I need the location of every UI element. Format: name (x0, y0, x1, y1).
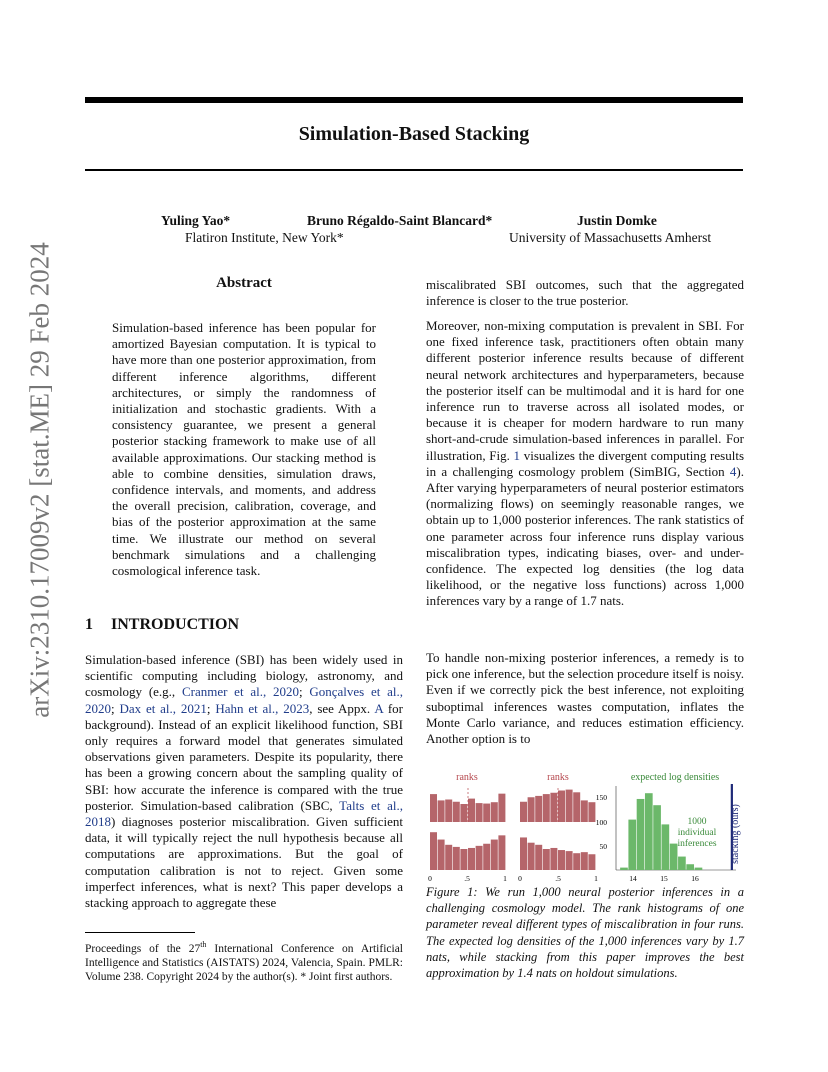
affiliation-1: Flatiron Institute, New York* (185, 230, 344, 245)
section-heading (85, 616, 239, 634)
rank-bar (573, 792, 580, 822)
right-paragraph-3: To handle non-mixing posterior inferences, a remedy is to pick one inference, but the selection procedure itself is noisy. Even if we correctly pick the best inference, not exploiting suboptimal inferences wastes computation, inflates the Monte Carlo variance, and reduces estimation efficiency. Another option is to (426, 650, 744, 747)
rank-bar (581, 852, 588, 870)
rank-title-2: ranks (547, 772, 569, 783)
y-tick: 100 (595, 818, 607, 827)
rank-bar (550, 793, 557, 822)
top-rule (85, 97, 743, 103)
rank-bar (430, 832, 437, 870)
x-tick: 1 (503, 874, 507, 882)
section-link[interactable]: 4 (729, 463, 737, 479)
rank-bar (460, 849, 467, 870)
log-density-bar (653, 805, 661, 870)
paper-title: Simulation-Based Stacking (298, 123, 530, 145)
abstract-heading: Abstract (216, 275, 272, 291)
rank-bar (483, 844, 490, 870)
author-2: Bruno Régaldo-Saint Blancard* (307, 213, 493, 228)
rank-bar (558, 850, 565, 870)
abstract-text: Simulation-based inference has been popular for amortized Bayesian computation. It is typical to have more than one posterior approximation, from different inference algorithms, different architectures, or simply the randomness of initialization and stochastic gradients. With a consistency guarantee, we present a general posterior stacking framework to make use of all available approximations. Our stacking method is able to combine densities, simulation draws, confidence intervals, and moments, and address the overall precision, calibration, coverage, and bias of the posterior approximation at the same time. We illustrate our method on several benchmark simulations and a challenging cosmological inference task. (112, 320, 376, 579)
rank-bar (528, 797, 535, 822)
affiliation-2: University of Massachusetts Amherst (509, 230, 712, 245)
rank-bar (438, 840, 445, 870)
x-tick: .5 (464, 874, 470, 882)
rank-bar (491, 840, 498, 870)
body-text: Moreover, non-mixing computation is prevalent in SBI. For one fixed inference task, practitioners often obtain many different posterior inference results because of different neural network architectures and hyperparameters, because the posterior itself can be multimodal and it is hard for one inference run to traverse across all isolated modes, or because it is cheaper for modern hardware to run many short-and-crude simulation-based inferences in parallel. For illustration, Fig. (426, 318, 744, 463)
section-number: 1 (85, 616, 93, 633)
rank-bar (491, 802, 498, 822)
arxiv-identifier: arXiv:2310.17009v2 [stat.ME] 29 Feb 2024 (24, 242, 55, 718)
rank-bar (558, 791, 565, 823)
author-3: Justin Domke (577, 213, 657, 228)
intro-text: ; (206, 700, 216, 716)
citation-link[interactable]: Talts et al., 2018 (85, 797, 403, 830)
body-text: visualizes the divergent computing results in a challenging cosmology problem (SimBIG, Section (426, 447, 745, 479)
log-density-bar (637, 799, 645, 870)
x-tick: 14 (629, 874, 637, 882)
rank-bar (566, 790, 573, 822)
rank-bar (453, 847, 460, 870)
stacking-label: stacking (ours) (730, 804, 741, 864)
rank-bar (543, 849, 550, 870)
rank-bar (588, 802, 595, 822)
rank-bar (520, 837, 527, 870)
intro-text: , see Appx. (309, 700, 375, 716)
figure-caption: Figure 1: We run 1,000 neural posterior inferences in a challenging cosmology model. The rank histograms of one parameter reveal different types of miscalibration in four runs. The expected log densities of the 1,000 inferences vary by 1.7 nats, while stacking from this paper improves the best approximation by 1.4 nats on holdout simulations. (426, 885, 744, 981)
right-paragraph-1: miscalibrated SBI outcomes, such that the aggregated inference is closer to the true posterior. (426, 277, 744, 309)
log-density-bar (686, 864, 694, 870)
y-tick: 150 (595, 793, 607, 802)
log-density-bar (628, 820, 636, 870)
rank-bar (528, 843, 535, 870)
rank-bar (438, 800, 445, 822)
rank-bar (430, 794, 437, 822)
rank-bar (498, 794, 505, 822)
annotation-line-1: 1000 (687, 817, 707, 827)
appendix-link[interactable]: A (374, 700, 383, 716)
rank-bar (468, 848, 475, 870)
citation-link[interactable]: Gonçalves et al., 2020 (85, 684, 403, 716)
log-density-bar (695, 868, 703, 870)
x-tick: 0 (428, 874, 432, 882)
rank-bar (535, 845, 542, 870)
intro-text: ; (298, 684, 310, 700)
annotation-line-2: individual (677, 828, 717, 838)
title-rule (85, 169, 743, 171)
right-paragraph-2 (426, 318, 744, 610)
rank-bar (520, 802, 527, 822)
rank-bar (460, 804, 467, 822)
log-density-bar (620, 868, 628, 870)
rank-bar (543, 794, 550, 822)
log-density-bar (678, 857, 686, 870)
figure-1 (420, 766, 744, 882)
footnote-text: Proceedings of the 27 (85, 942, 201, 955)
rank-bar (581, 800, 588, 822)
x-tick: 1 (594, 874, 598, 882)
citation-link[interactable]: Hahn et al., 2023 (215, 700, 310, 716)
annotation-line-3: inferences (677, 839, 717, 849)
rank-bar (588, 854, 595, 870)
rank-title-1: ranks (456, 772, 478, 783)
rank-bar (550, 848, 557, 870)
rank-bar (483, 804, 490, 822)
footnote-text: International Conference on Artificial Intelligence and Statistics (AISTATS) 2024, Valencia, Spain. PMLR: Volume 238. Copyright 2024 by the author(s). * Joint first authors. (85, 942, 404, 983)
intro-text: ; (111, 700, 120, 716)
log-density-bar (670, 844, 678, 870)
footnote-sup: th (200, 940, 207, 949)
citation-link[interactable]: Cranmer et al., 2020 (181, 684, 299, 700)
log-density-bar (645, 793, 653, 870)
rank-bar (468, 799, 475, 822)
rank-bar (445, 845, 452, 870)
rank-bar (573, 853, 580, 870)
x-tick: 16 (691, 874, 699, 882)
intro-text: for background). Instead of an explicit likelihood function, SBI only requires a forward model that generates simulated observations given parameters. Despite its popularity, there has been a growing concern about the sampling quality of SBI: how accurate the inference is compared with the true posterior. Simulation-based calibration (SBC, (85, 700, 403, 813)
rank-bar (476, 846, 483, 870)
rank-bar (445, 800, 452, 823)
intro-text: Simulation-based inference (SBI) has been widely used in scientific computing including biology, astronomy, and cosmology (e.g., (85, 652, 403, 700)
footnote (85, 938, 403, 984)
intro-text: ) diagnoses posterior miscalibration. Given sufficient data, it will typically reject the null hypothesis because all computations are approximations. But the goal of computation calibration is not to reject. Given some imperfect inferences, what is next? This paper develops a stacking approach to aggregate these (85, 814, 403, 911)
rank-bar (476, 803, 483, 822)
x-tick: .5 (555, 874, 561, 882)
y-tick: 50 (599, 842, 607, 851)
intro-paragraph (85, 652, 403, 911)
log-density-title: expected log densities (630, 772, 720, 783)
log-density-bar (662, 824, 670, 870)
rank-bar (535, 796, 542, 822)
x-tick: 15 (660, 874, 668, 882)
figure-link[interactable]: 1 (513, 447, 521, 463)
rank-bar (498, 835, 505, 870)
author-1: Yuling Yao* (161, 213, 231, 228)
rank-bar (453, 802, 460, 822)
footnote-rule (85, 932, 195, 933)
citation-link[interactable]: Dax et al., 2021 (119, 700, 207, 716)
x-tick: 0 (518, 874, 522, 882)
body-text: ). After varying hyperparameters of neural posterior estimators (normalizing flows) on seemingly reasonable ranges, we obtain up to 1,000 posterior inferences. The rank statistics of one parameter across four inference runs display various miscalibration types, indicating biases, over- and under-confidence. The expected log densities (the log data likelihood, or the negative loss functions) across 1,000 inferences vary by a range of 1.7 nats. (426, 463, 744, 609)
rank-bar (566, 851, 573, 870)
section-title: INTRODUCTION (111, 616, 240, 633)
